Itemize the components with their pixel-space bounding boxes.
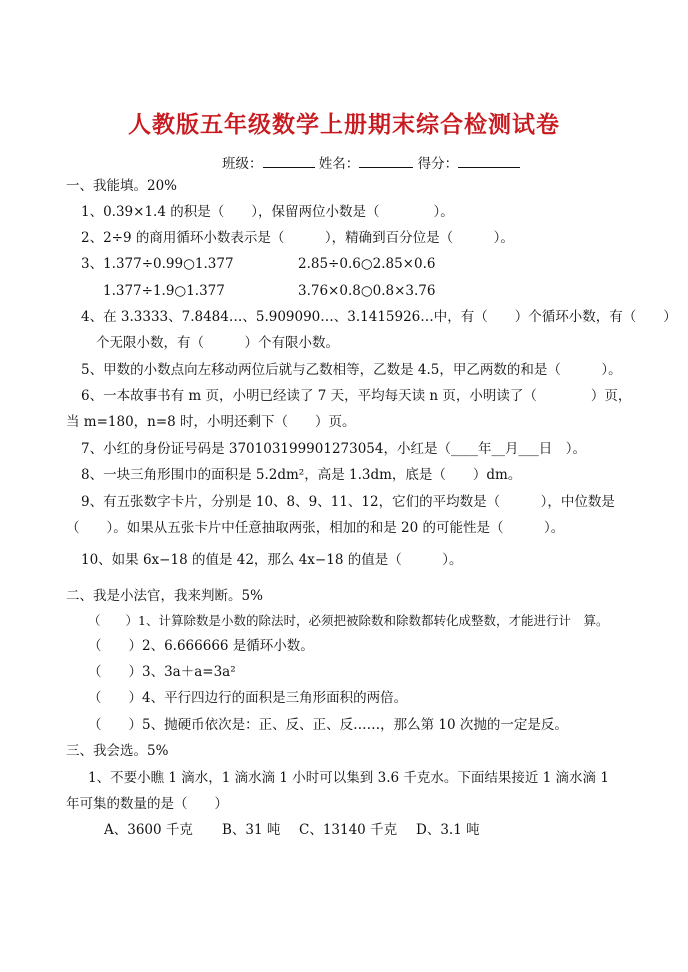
judge-item: （ ）4、平行四边行的面积是三角形面积的两倍。 (88, 690, 408, 706)
class-label: 班级： (222, 156, 263, 172)
option-b[interactable]: B、31 吨 (222, 822, 281, 838)
question-line: 3、1.377÷0.99○1.377 (81, 256, 234, 272)
name-label: 姓名： (318, 156, 360, 172)
question-line: 个无限小数，有（ ）个有限小数。 (96, 335, 339, 351)
question-line: （ ）。如果从五张卡片中任意抽取两张，相加的和是 20 的可能性是（ ）。 (66, 520, 565, 536)
section-heading: 一、我能填。20% (66, 178, 178, 194)
score-blank[interactable] (458, 155, 520, 168)
question-line: 1.377÷1.9○1.377 (103, 283, 225, 299)
question-line: 10、如果 6x−18 的值是 42，那么 4x−18 的值是（ ）。 (81, 552, 463, 568)
question-line: 2、2÷9 的商用循环小数表示是（ ），精确到百分位是（ ）。 (81, 230, 514, 246)
judge-item: （ ）1、计算除数是小数的除法时，必须把被除数和除数都转化成整数，才能进行计 算。 (88, 613, 609, 628)
question-line: 5、甲数的小数点向左移动两位后就与乙数相等，乙数是 4.5，甲乙两数的和是（ ）。 (81, 362, 622, 378)
question-line: 4、在 3.3333、7.8484…、5.909090…、3.1415926…中，有（ ）个循环小数，有（ ） (81, 309, 677, 325)
question-line: 1、0.39×1.4 的积是（ ），保留两位小数是（ ）。 (81, 204, 454, 220)
question-line: 8、一块三角形围巾的面积是 5.2dm²，高是 1.3dm，底是（ ）dm。 (81, 467, 522, 483)
page-title: 人教版五年级数学上册期末综合检测试卷 (128, 111, 560, 138)
judge-item: （ ）5、抛硬币依次是：正、反、正、反……，那么第 10 次抛的一定是反。 (88, 717, 568, 733)
question-line: 当 m=180，n=8 时，小明还剩下（ ）页。 (66, 414, 356, 430)
score-label: 得分： (417, 156, 459, 172)
class-blank[interactable] (263, 155, 315, 168)
judge-item: （ ）2、6.666666 是循环小数。 (88, 638, 314, 654)
section-heading: 二、我是小法官，我来判断。5% (66, 588, 263, 604)
question-line: 9、有五张数字卡片，分别是 10、8、9、11、12，它们的平均数是（ ），中位数是 (81, 494, 615, 510)
name-blank[interactable] (359, 155, 413, 168)
option-c[interactable]: C、13140 千克 (299, 822, 398, 838)
question-line: 7、小红的身份证号码是 370103199901273054，小红是（____年__月___日 ）。 (81, 441, 586, 457)
question-line: 年可集的数量的是（ ） (66, 796, 228, 812)
question-line: 6、一本故事书有 m 页，小明已经读了 7 天，平均每天读 n 页，小明读了（ ）页， (81, 388, 632, 404)
question-line: 1、不要小瞧 1 滴水，1 滴水滴 1 小时可以集到 3.6 千克水。下面结果接近 1 滴水滴 1 (88, 770, 609, 786)
option-d[interactable]: D、3.1 吨 (416, 822, 480, 838)
option-a[interactable]: A、3600 千克 (104, 822, 193, 838)
question-line: 3.76×0.8○0.8×3.76 (298, 283, 436, 299)
student-info-row (222, 152, 520, 172)
question-line: 2.85÷0.6○2.85×0.6 (298, 256, 436, 272)
judge-item: （ ）3、3a＋a=3a² (88, 664, 236, 680)
section-heading: 三、我会选。5% (66, 743, 169, 759)
